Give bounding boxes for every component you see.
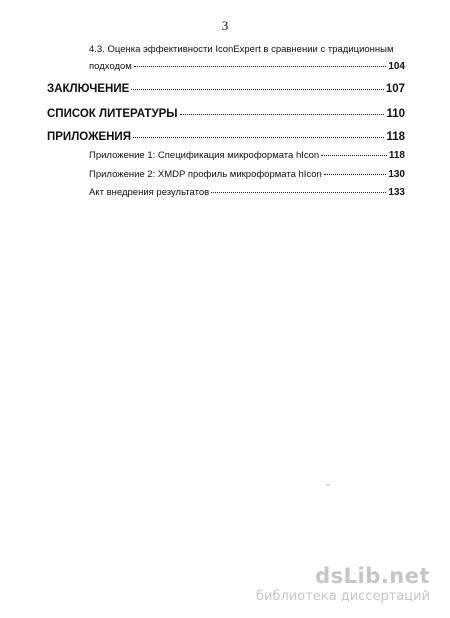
toc-conclusion-page: 107 <box>385 83 405 95</box>
toc-item-4-3-page: 104 <box>388 61 405 72</box>
leader-dots <box>180 114 385 115</box>
toc-appendices-label: ПРИЛОЖЕНИЯ <box>47 131 131 143</box>
leader-dots <box>211 192 386 193</box>
leader-dots <box>321 155 387 156</box>
toc-appendix-2[interactable] <box>89 169 405 180</box>
toc-bibliography[interactable] <box>47 108 405 120</box>
toc-appendix-2-label: Приложение 2: XMDP профиль микроформата hIcon <box>89 169 322 180</box>
leader-dots <box>131 89 384 90</box>
toc-bibliography-label: СПИСОК ЛИТЕРАТУРЫ <box>47 108 178 120</box>
toc-item-4-3-label: подходом <box>89 61 132 72</box>
toc-conclusion[interactable] <box>47 83 405 95</box>
toc-appendix-1-label: Приложение 1: Спецификация микроформата hIcon <box>89 150 320 161</box>
toc-conclusion-label: ЗАКЛЮЧЕНИЕ <box>47 83 130 95</box>
toc-appendix-2-page: 130 <box>388 169 405 180</box>
toc-appendices-page: 118 <box>386 131 405 143</box>
page-number: 3 <box>221 18 229 33</box>
toc-act-page: 133 <box>388 187 405 198</box>
toc-appendix-1[interactable] <box>89 150 405 161</box>
leader-dots <box>324 174 387 175</box>
watermark <box>256 564 430 604</box>
toc-act-label: Акт внедрения результатов <box>89 187 210 198</box>
leader-dots <box>133 137 384 138</box>
watermark-logo: dsLib.net <box>315 564 430 588</box>
toc-act[interactable] <box>89 187 405 198</box>
leader-dots <box>134 66 386 67</box>
watermark-subtitle: библиотека диссертаций <box>256 589 430 604</box>
toc-appendices[interactable] <box>47 131 405 143</box>
toc-appendix-1-page: 118 <box>388 150 405 161</box>
toc-bibliography-page: 110 <box>386 108 405 120</box>
toc-item-4-3-title: 4.3. Оценка эффективности IconExpert в сравнении с традиционным <box>89 44 394 55</box>
scan-speck <box>327 484 329 486</box>
toc-item-4-3[interactable] <box>89 61 405 72</box>
